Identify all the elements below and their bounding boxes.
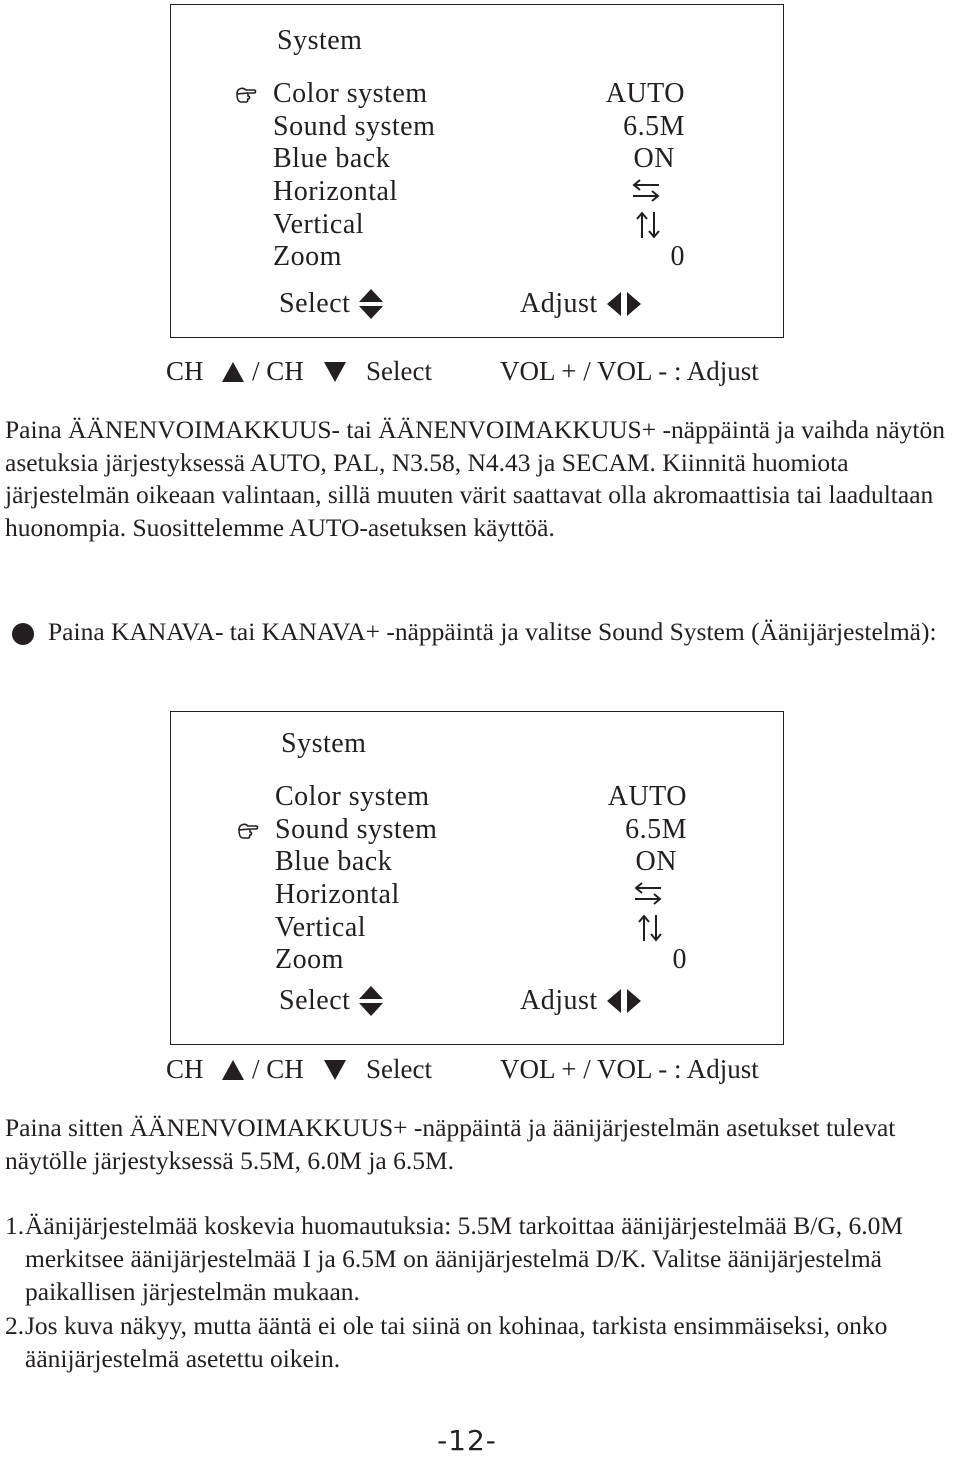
note-text: Äänijärjestelmää koskevia huomautuksia: 5.5M tarkoittaa äänijärjestelmää B/G, 6.0M merkitsee äänijärjestelmää I ja 6.5M on äänijärjestelmä D/K. Valitse äänijärjestelmä paikallisen järjestelmän mukaan. [25,1211,904,1306]
footer-select [279,288,384,320]
row-value: 6.5M [623,110,685,142]
menu-row-horizontal[interactable] [275,879,695,912]
row-label: Horizontal [273,176,398,208]
bullet-text: Paina KANAVA- tai KANAVA+ -näppäintä ja valitse Sound System (Äänijärjestelmä): [48,617,937,646]
menu-title: System [277,25,363,56]
menu-row-vertical[interactable] [275,912,695,945]
row-value: 0 [670,241,685,273]
menu-row-horizontal[interactable] [273,176,693,209]
menu-title: System [281,728,367,759]
triangle-up-icon [222,362,244,382]
menu-row-sound-system[interactable] [275,814,695,847]
vol-adjust-label: VOL + / VOL - : Adjust [500,356,759,386]
row-label: Zoom [275,944,344,976]
left-right-arrows-icon [606,291,642,317]
footer-adjust-label: Adjust [520,985,598,1016]
hand-pointer-icon [237,820,259,840]
up-down-arrows-icon [358,985,384,1017]
menu-row-sound-system[interactable] [273,111,693,144]
ch-separator: / CH [252,356,304,386]
system-menu-color [170,4,784,338]
menu-row-zoom[interactable] [275,944,695,977]
note-text: Jos kuva näkyy, mutta ääntä ei ole tai siinä on kohinaa, tarkista ensimmäiseksi, onko äänijärjestelmä asetettu oikein. [25,1311,888,1374]
menu-row-color-system[interactable] [275,781,695,814]
menu-rows [275,781,695,977]
footer-adjust-label: Adjust [520,288,598,319]
key-legend [166,1054,806,1090]
ch-label: CH [166,1054,204,1084]
row-value: AUTO [607,781,687,812]
notes-list [5,1210,957,1376]
menu-row-color-system[interactable] [273,78,693,111]
page-number: -12- [437,1424,497,1457]
note-item [5,1210,957,1308]
footer-select-label: Select [279,985,351,1016]
ch-label: CH [166,356,204,386]
menu-row-vertical[interactable] [273,209,693,242]
vertical-arrows-icon [635,211,661,239]
horizontal-arrows-icon [633,881,663,907]
vertical-arrows-icon [637,914,663,942]
row-label: Vertical [273,208,365,240]
footer-select-label: Select [279,288,351,319]
select-label: Select [366,356,432,386]
row-value: 0 [672,944,687,976]
row-label: Sound system [275,813,438,845]
row-label: Color system [273,78,428,109]
select-label: Select [366,1054,432,1084]
row-label: Sound system [273,110,436,142]
footer-adjust [520,288,642,320]
ch-separator: / CH [252,1054,304,1084]
triangle-down-icon [324,1060,346,1080]
horizontal-arrows-icon [631,178,661,204]
row-value: AUTO [605,78,685,109]
key-legend [166,356,806,392]
footer-adjust [520,985,642,1017]
menu-rows [273,78,693,274]
row-label: Color system [275,781,430,812]
menu-row-blue-back[interactable] [273,143,693,176]
footer-select [279,985,384,1017]
row-value: ON [635,846,677,878]
row-value: 6.5M [625,813,687,845]
row-label: Horizontal [275,879,400,911]
menu-row-zoom[interactable] [273,241,693,274]
triangle-down-icon [324,362,346,382]
left-right-arrows-icon [606,988,642,1014]
row-value: ON [633,143,675,175]
row-label: Blue back [273,143,391,175]
up-down-arrows-icon [358,288,384,320]
bullet-icon [12,623,34,645]
system-menu-sound [170,711,784,1045]
note-number: 1. [5,1211,25,1240]
note-item [5,1310,957,1376]
color-system-paragraph: Paina ÄÄNENVOIMAKKUUS- tai ÄÄNENVOIMAKKUUS+ -näppäintä ja vaihda näytön asetuksia järjestyksessä AUTO, PAL, N3.58, N4.43 ja SECAM. Kiinnitä huomiota järjestelmän oikeaan valintaan, sillä muuten värit saattavat olla akromaattisia tai laadultaan huonompia. Suosittelemme AUTO-asetuksen käyttöä. [5,415,946,542]
row-label: Vertical [275,911,367,943]
sound-system-paragraph: Paina sitten ÄÄNENVOIMAKKUUS+ -näppäintä ja äänijärjestelmän asetukset tulevat näytölle järjestyksessä 5.5M, 6.0M ja 6.5M. [5,1113,896,1175]
menu-row-blue-back[interactable] [275,846,695,879]
vol-adjust-label: VOL + / VOL - : Adjust [500,1054,759,1084]
row-label: Zoom [273,241,342,273]
note-number: 2. [5,1311,25,1341]
hand-pointer-icon [235,84,257,104]
row-label: Blue back [275,846,393,878]
triangle-up-icon [222,1060,244,1080]
